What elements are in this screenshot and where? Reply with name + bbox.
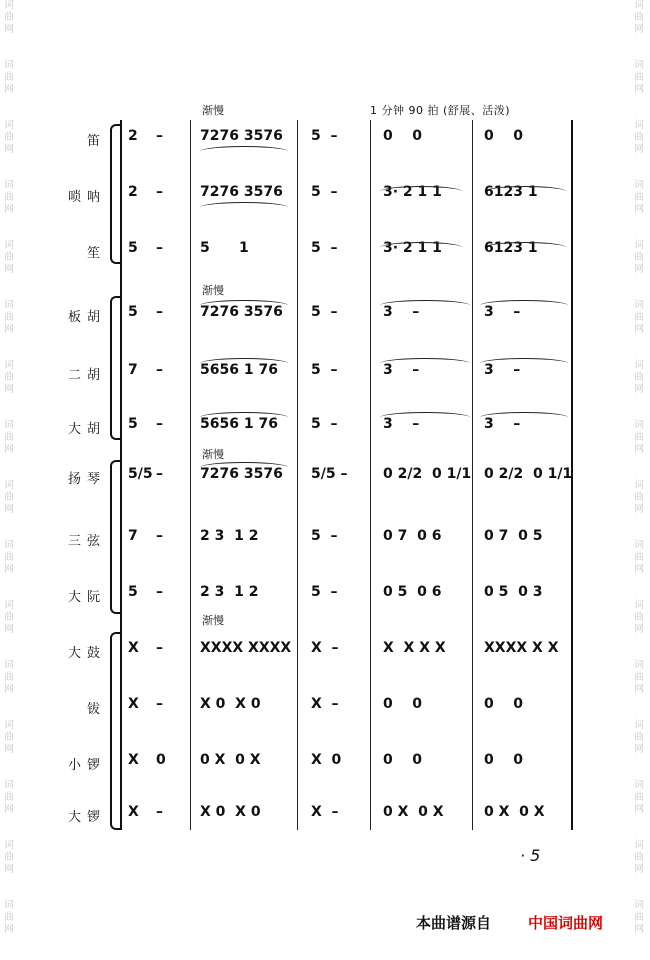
footer-source-label: 本曲谱源自	[416, 914, 492, 932]
score-cell: –	[156, 640, 163, 656]
score-cell: 0 0	[383, 752, 422, 768]
barline	[472, 120, 473, 830]
tempo-mark: 渐慢	[202, 614, 224, 627]
tempo-mark: 渐慢	[202, 284, 224, 297]
watermark-right: 词 曲 网 词 曲 网 词 曲 网 词 曲 网 词 曲 网 词 曲 网 词 曲 网 词 曲 网 词 曲 网 词 曲 网 词 曲 网 词 曲 网 词 曲 网 词 曲 网 词 曲 网 词 曲 网	[634, 0, 644, 935]
page-number: · 5	[520, 846, 541, 865]
score-cell: X 0	[311, 752, 342, 768]
score-cell: 3 –	[383, 416, 420, 432]
score-cell: 5 –	[311, 304, 338, 320]
score-cell: 0 X 0 X	[484, 804, 545, 820]
score-cell: 0 X 0 X	[383, 804, 444, 820]
score-cell: 0 0	[383, 128, 422, 144]
score-cell: 7276 3576	[200, 304, 283, 320]
score-cell: 6123 1	[484, 184, 538, 200]
score-cell: 5 –	[311, 416, 338, 432]
slur-arc	[200, 358, 288, 369]
score-cell: X	[128, 804, 139, 820]
score-cell: 2 3 1 2	[200, 528, 259, 544]
score-cell: 0 5 0 3	[484, 584, 543, 600]
score-cell: 5656 1 76	[200, 416, 278, 432]
score-cell: –	[156, 466, 163, 482]
score-cell: 3 –	[484, 362, 521, 378]
score-cell: –	[156, 184, 163, 200]
instrument-label: 大锣	[67, 810, 106, 825]
slur-arc	[200, 300, 288, 311]
score-cell: –	[156, 304, 163, 320]
slur-arc	[380, 412, 470, 423]
score-cell: 5 –	[311, 128, 338, 144]
score-cell: X 0 X 0	[200, 804, 261, 820]
score-cell: 0 5 0 6	[383, 584, 442, 600]
instrument-label: 钹	[86, 702, 106, 717]
instrument-label: 板胡	[67, 310, 106, 325]
slur-arc	[480, 300, 568, 311]
tempo-mark: 渐慢	[202, 448, 224, 461]
brace-bowed	[110, 296, 120, 440]
score-cell: –	[156, 696, 163, 712]
score-cell: 3 –	[484, 416, 521, 432]
score-cell: XXXX XXXX	[200, 640, 292, 656]
score-cell: 0 2/2 0 1/1	[484, 466, 573, 482]
score-cell: X –	[311, 696, 339, 712]
score-cell: 5 –	[311, 584, 338, 600]
score-cell: 5 –	[311, 240, 338, 256]
score-cell: 7276 3576	[200, 466, 283, 482]
slur-arc	[380, 300, 470, 311]
score-cell: 3 –	[383, 304, 420, 320]
score-cell: 7	[128, 528, 138, 544]
slur-arc	[480, 358, 568, 369]
score-cell: 5	[128, 304, 138, 320]
score-cell: 0 2/2 0 1/1	[383, 466, 472, 482]
brace-percussion	[110, 632, 120, 830]
score-cell: X X X X	[383, 640, 446, 656]
score-cell: 7276 3576	[200, 128, 283, 144]
score-cell: 7276 3576	[200, 184, 283, 200]
score-cell: 0 0	[484, 128, 523, 144]
score-cell: X 0 X 0	[200, 696, 261, 712]
brace-plucked	[110, 460, 120, 614]
score-cell: 5 1	[200, 240, 249, 256]
score-cell: X	[128, 640, 139, 656]
score-cell: 7	[128, 362, 138, 378]
score-cell: 3 –	[484, 304, 521, 320]
score-cell: X	[128, 752, 139, 768]
barline	[297, 120, 298, 830]
score-cell: 5 –	[311, 362, 338, 378]
score-cell: –	[156, 416, 163, 432]
barline	[190, 120, 191, 830]
instrument-label: 笛	[86, 134, 106, 149]
score-cell: 5 –	[311, 528, 338, 544]
score-cell: 5656 1 76	[200, 362, 278, 378]
score-cell: 2	[128, 128, 138, 144]
instrument-label: 大胡	[67, 422, 106, 437]
score-cell: –	[156, 584, 163, 600]
score-cell: 2	[128, 184, 138, 200]
barline-start	[120, 120, 122, 830]
slur-arc	[200, 146, 288, 157]
slur-arc	[480, 412, 568, 423]
instrument-label: 小锣	[67, 758, 106, 773]
barline	[370, 120, 371, 830]
score-cell: 5	[128, 584, 138, 600]
slur-arc	[380, 242, 462, 253]
slur-arc	[200, 202, 288, 213]
brace-winds	[110, 124, 120, 264]
score-cell: 5 –	[311, 184, 338, 200]
score-cell: –	[156, 240, 163, 256]
instrument-label: 扬琴	[67, 472, 106, 487]
score-cell: 0 7 0 5	[484, 528, 543, 544]
score-cell: –	[156, 528, 163, 544]
score-cell: 2 3 1 2	[200, 584, 259, 600]
score-cell: 0 0	[484, 696, 523, 712]
footer-site-name: 中国词曲网	[528, 914, 604, 932]
score-cell: 6123 1	[484, 240, 538, 256]
instrument-label: 三弦	[67, 534, 106, 549]
score-cell: –	[156, 362, 163, 378]
instrument-label: 大鼓	[67, 646, 106, 661]
score-cell: 5	[128, 416, 138, 432]
score-cell: –	[156, 804, 163, 820]
score-cell: X –	[311, 640, 339, 656]
score-cell: 0 7 0 6	[383, 528, 442, 544]
watermark-left: 词 曲 网 词 曲 网 词 曲 网 词 曲 网 词 曲 网 词 曲 网 词 曲 网 词 曲 网 词 曲 网 词 曲 网 词 曲 网 词 曲 网 词 曲 网 词 曲 网 词 曲 网 词 曲 网	[4, 0, 14, 935]
tempo-mark: 渐慢	[202, 104, 224, 117]
score-cell: 3 –	[383, 362, 420, 378]
score-cell: X –	[311, 804, 339, 820]
score-cell: 5	[128, 240, 138, 256]
instrument-label: 二胡	[67, 368, 106, 383]
instrument-label: 唢呐	[67, 190, 106, 205]
slur-arc	[380, 358, 470, 369]
score-cell: 0 0	[484, 752, 523, 768]
score-cell: X	[128, 696, 139, 712]
score-cell: 3· 2 1 1	[383, 240, 442, 256]
slur-arc	[200, 412, 288, 423]
instrument-label: 大阮	[67, 590, 106, 605]
instrument-label: 笙	[86, 246, 106, 261]
slur-arc	[484, 242, 566, 253]
score-cell: 0	[156, 752, 166, 768]
tempo-note: 1 分钟 90 拍 (舒展、活泼)	[370, 104, 511, 117]
score-cell: 5/5 –	[311, 466, 348, 482]
score-cell: 0 X 0 X	[200, 752, 261, 768]
score-cell: XXXX X X	[484, 640, 559, 656]
slur-arc	[380, 186, 462, 197]
slur-arc	[484, 186, 566, 197]
score-cell: 5/5	[128, 466, 153, 482]
score-cell: –	[156, 128, 163, 144]
score-cell: 3· 2 1 1	[383, 184, 442, 200]
score-cell: 0 0	[383, 696, 422, 712]
slur-arc	[200, 462, 288, 473]
